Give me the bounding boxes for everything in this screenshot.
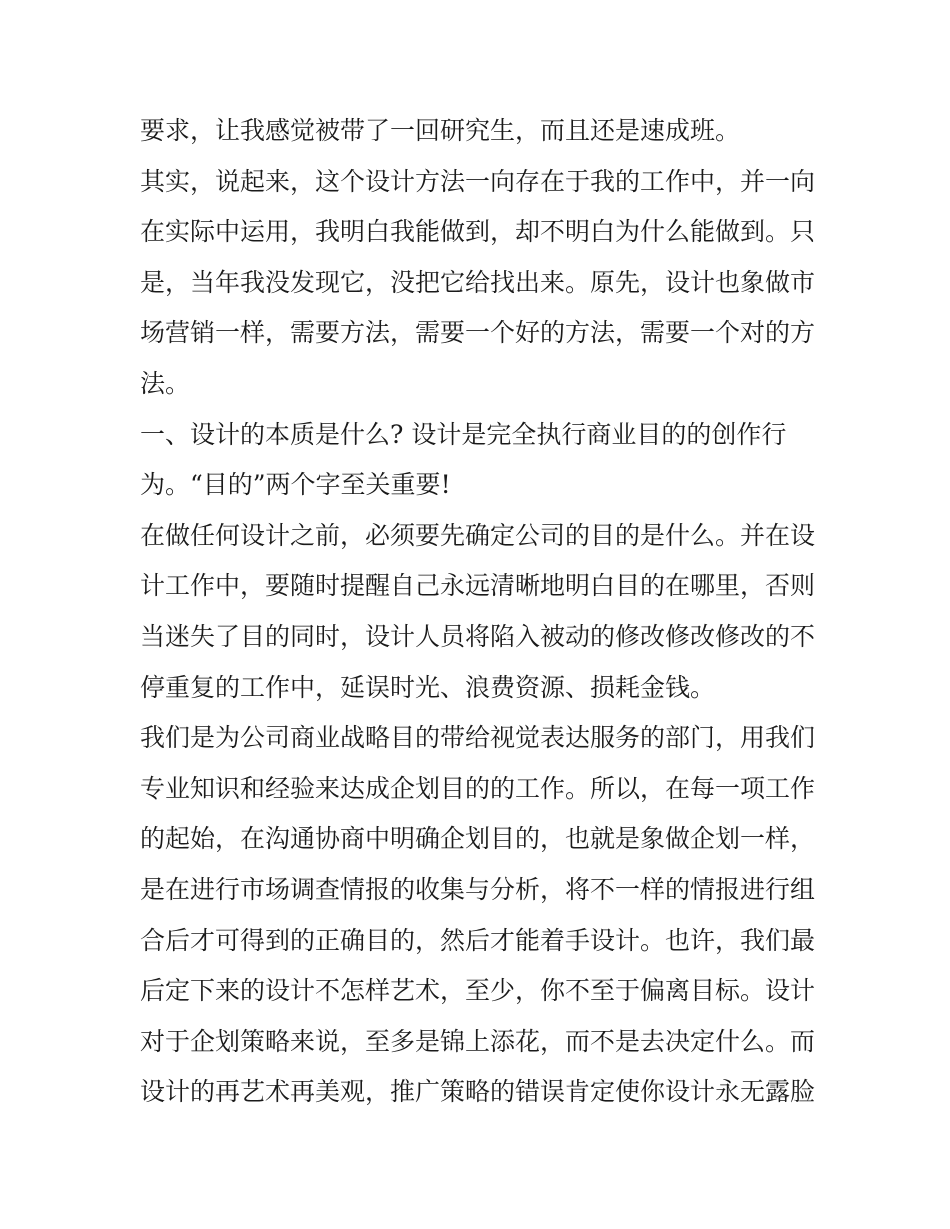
text-line-15: 的起始，在沟通协商中明确企划目的，也就是象做企划一样， <box>140 824 816 854</box>
text-line-19: 对于企划策略来说，至多是锦上添花，而不是去决定什么。而 <box>140 1026 816 1056</box>
heading-line-1: 一、设计的本质是什么? 设计是完全执行商业目的的创作行 <box>140 419 787 449</box>
text-line-17: 合后才可得到的正确目的，然后才能着手设计。也许，我们最 <box>140 925 816 955</box>
text-line-13: 我们是为公司商业战略目的带给视觉表达服务的部门，用我们 <box>140 723 816 753</box>
text-line-6: 法。 <box>140 368 191 398</box>
text-line-5: 场营销一样，需要方法，需要一个好的方法，需要一个对的方 <box>140 318 816 348</box>
text-line-4: 是，当年我没发现它，没把它给找出来。原先，设计也象做市 <box>140 267 816 297</box>
text-line-3: 在实际中运用，我明白我能做到，却不明白为什么能做到。只 <box>140 217 816 247</box>
text-line-2: 其实，说起来，这个设计方法一向存在于我的工作中，并一向 <box>140 166 816 196</box>
text-line-18: 后定下来的设计不怎样艺术，至少，你不至于偏离目标。设计 <box>140 976 816 1006</box>
text-line-12: 停重复的工作中，延误时光、浪费资源、损耗金钱。 <box>140 672 716 702</box>
document-body <box>140 106 820 1118</box>
text-line-16: 是在进行市场调查情报的收集与分析，将不一样的情报进行组 <box>140 874 816 904</box>
text-line-11: 当迷失了目的同时，设计人员将陷入被动的修改修改修改的不 <box>140 621 816 651</box>
text-line-1: 要求，让我感觉被带了一回研究生，而且还是速成班。 <box>140 116 741 145</box>
text-line-14: 专业知识和经验来达成企划目的的工作。所以，在每一项工作 <box>140 773 816 803</box>
text-line-9: 在做任何设计之前，必须要先确定公司的目的是什么。并在设 <box>140 520 816 550</box>
text-line-10: 计工作中，要随时提醒自己永远清晰地明白目的在哪里，否则 <box>140 571 816 601</box>
heading-line-2: 为。“目的”两个字至关重要! <box>140 470 451 500</box>
text-line-20: 设计的再艺术再美观，推广策略的错误肯定使你设计永无露脸 <box>140 1077 816 1107</box>
